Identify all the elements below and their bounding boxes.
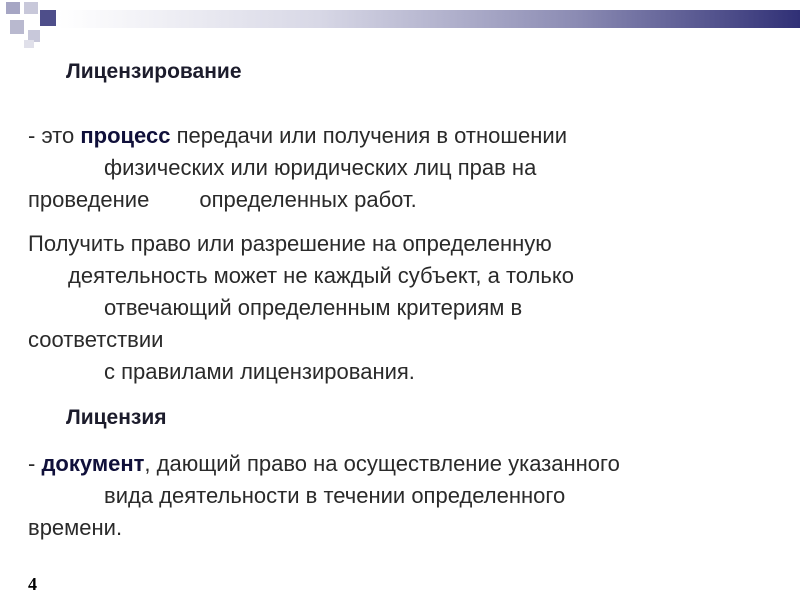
license-definition: [28, 448, 620, 544]
page-number: 4: [28, 574, 37, 594]
paragraph-line: деятельность может не каждый субъект, а только: [68, 263, 574, 288]
paragraph-line: Получить право или разрешение на определенную: [28, 231, 552, 256]
definition-term: процесс: [80, 123, 171, 148]
definition-text: , дающий право на осуществление указанного: [144, 451, 620, 476]
header-gradient-bar: [58, 10, 800, 28]
decorative-square: [24, 2, 38, 14]
definition-prefix: - это: [28, 123, 81, 148]
decorative-square: [10, 20, 24, 34]
paragraph-line: отвечающий определенным критериям в: [104, 295, 523, 320]
definition-text: определенных работ.: [199, 187, 417, 212]
definition-line: вида деятельности в течении определенного: [104, 483, 566, 508]
licensing-paragraph: [28, 228, 574, 388]
definition-line: времени.: [28, 515, 123, 540]
heading-licensing: Лицензирование: [66, 60, 242, 83]
paragraph-line: соответствии: [28, 327, 164, 352]
decorative-square: [40, 10, 56, 26]
definition-line: физических или юридических лиц прав на: [104, 155, 537, 180]
definition-prefix: -: [28, 451, 42, 476]
licensing-definition: [28, 120, 567, 216]
decorative-square: [6, 2, 20, 14]
heading-license: Лицензия: [66, 406, 167, 429]
definition-line: [28, 120, 567, 152]
paragraph-line: с правилами лицензирования.: [104, 359, 415, 384]
definition-line: [28, 448, 620, 480]
definition-term: документ: [41, 451, 145, 476]
decorative-square: [24, 40, 34, 48]
definition-line: [28, 184, 567, 216]
definition-text: передачи или получения в отношении: [170, 123, 567, 148]
definition-text: проведение: [28, 187, 150, 212]
